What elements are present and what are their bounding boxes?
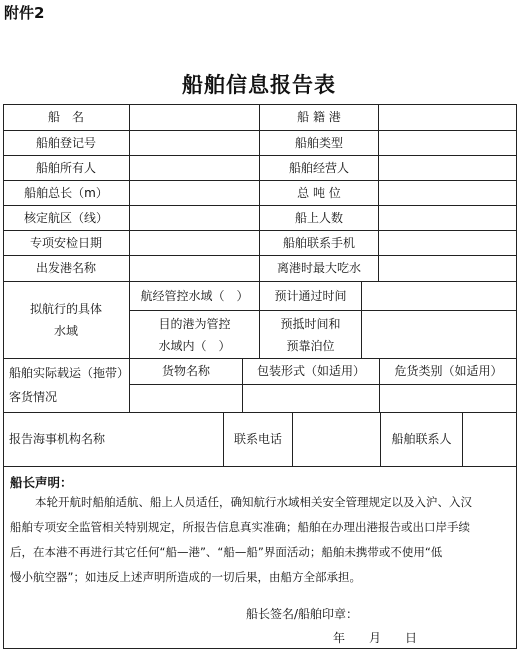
label-reporting-authority: 报告海事机构名称	[9, 432, 106, 446]
v-line	[361, 281, 362, 358]
label-eta-berth	[260, 311, 361, 358]
v-line	[462, 412, 463, 466]
label-gross-tonnage: 总 吨 位	[297, 185, 341, 200]
label-inspection-date: 专项安检日期	[29, 235, 102, 250]
col-packaging: 包装形式（如适用）	[256, 364, 365, 378]
label-planned-waters	[3, 281, 129, 358]
label-registration-number: 船舶登记号	[35, 135, 96, 150]
cargo-passenger-line2: 客货情况	[9, 390, 58, 404]
label-persons-on-board: 船上人数	[294, 210, 343, 225]
label-contact-phone: 联系电话	[233, 432, 282, 446]
eta-berth-line2: 预靠泊位	[286, 338, 335, 353]
declaration-line-2: 船舶专项安全监管相关特别规定，所报告信息真实准确；船舶在办理出港报告或出口岸手续	[10, 520, 470, 534]
label-ship-owner: 船舶所有人	[35, 160, 96, 175]
destination-controlled-line2: 水域内（ ）	[158, 338, 231, 353]
col-cargo-name: 货物名称	[161, 364, 210, 378]
label-ship-mobile: 船舶联系手机	[282, 235, 355, 250]
attachment-label: 附件2	[4, 4, 45, 22]
label-ship-operator: 船舶经营人	[288, 160, 349, 175]
declaration-line-3: 后，在本港不再进行其它任何“船—港”、“船—船”界面活动；船舶未携带或不使用“低	[10, 545, 443, 559]
date-label: 年 月 日	[333, 631, 418, 645]
eta-berth-line1: 预抵时间和	[280, 316, 341, 331]
planned-waters-line1: 拟航行的具体	[29, 301, 102, 316]
label-destination-controlled	[130, 311, 259, 358]
captain-signature-label: 船长签名/船舶印章：	[246, 607, 359, 621]
form-title: 船舶信息报告表	[182, 73, 336, 97]
label-cargo-passenger	[3, 358, 129, 412]
label-ship-type: 船舶类型	[294, 135, 343, 150]
cargo-passenger-line1: 船舶实际载运（拖带）	[9, 366, 130, 380]
label-navigation-area: 核定航区（线）	[23, 210, 108, 225]
h-line	[129, 384, 517, 385]
label-ship-contact: 船舶联系人	[391, 432, 452, 446]
label-via-controlled-waters: 航经管控水域（ ）	[140, 288, 249, 303]
label-ship-name: 船 名	[47, 110, 84, 124]
v-line	[292, 412, 293, 466]
label-max-draft: 离港时最大吃水	[276, 261, 361, 275]
declaration-line-1: 本轮开航时船舶适航、船上人员适任，确知航行水域相关安全管理规定以及入沪、入汉	[35, 495, 472, 509]
destination-controlled-line1: 目的港为管控	[158, 316, 231, 331]
planned-waters-line2: 水域	[53, 323, 78, 338]
h-line	[3, 466, 517, 467]
declaration-title: 船长声明：	[10, 475, 73, 490]
declaration-line-4: 慢小航空器”；如违反上述声明所造成的一切后果，由船方全部承担。	[10, 570, 361, 584]
label-overall-length: 船舶总长（m）	[24, 185, 108, 200]
label-port-of-registry: 船 籍 港	[297, 110, 341, 124]
col-dg-class: 危货类别（如适用）	[394, 364, 503, 378]
v-line	[378, 104, 379, 281]
label-estimated-passing-time: 预计通过时间	[274, 288, 347, 303]
label-departure-port: 出发港名称	[35, 261, 96, 275]
